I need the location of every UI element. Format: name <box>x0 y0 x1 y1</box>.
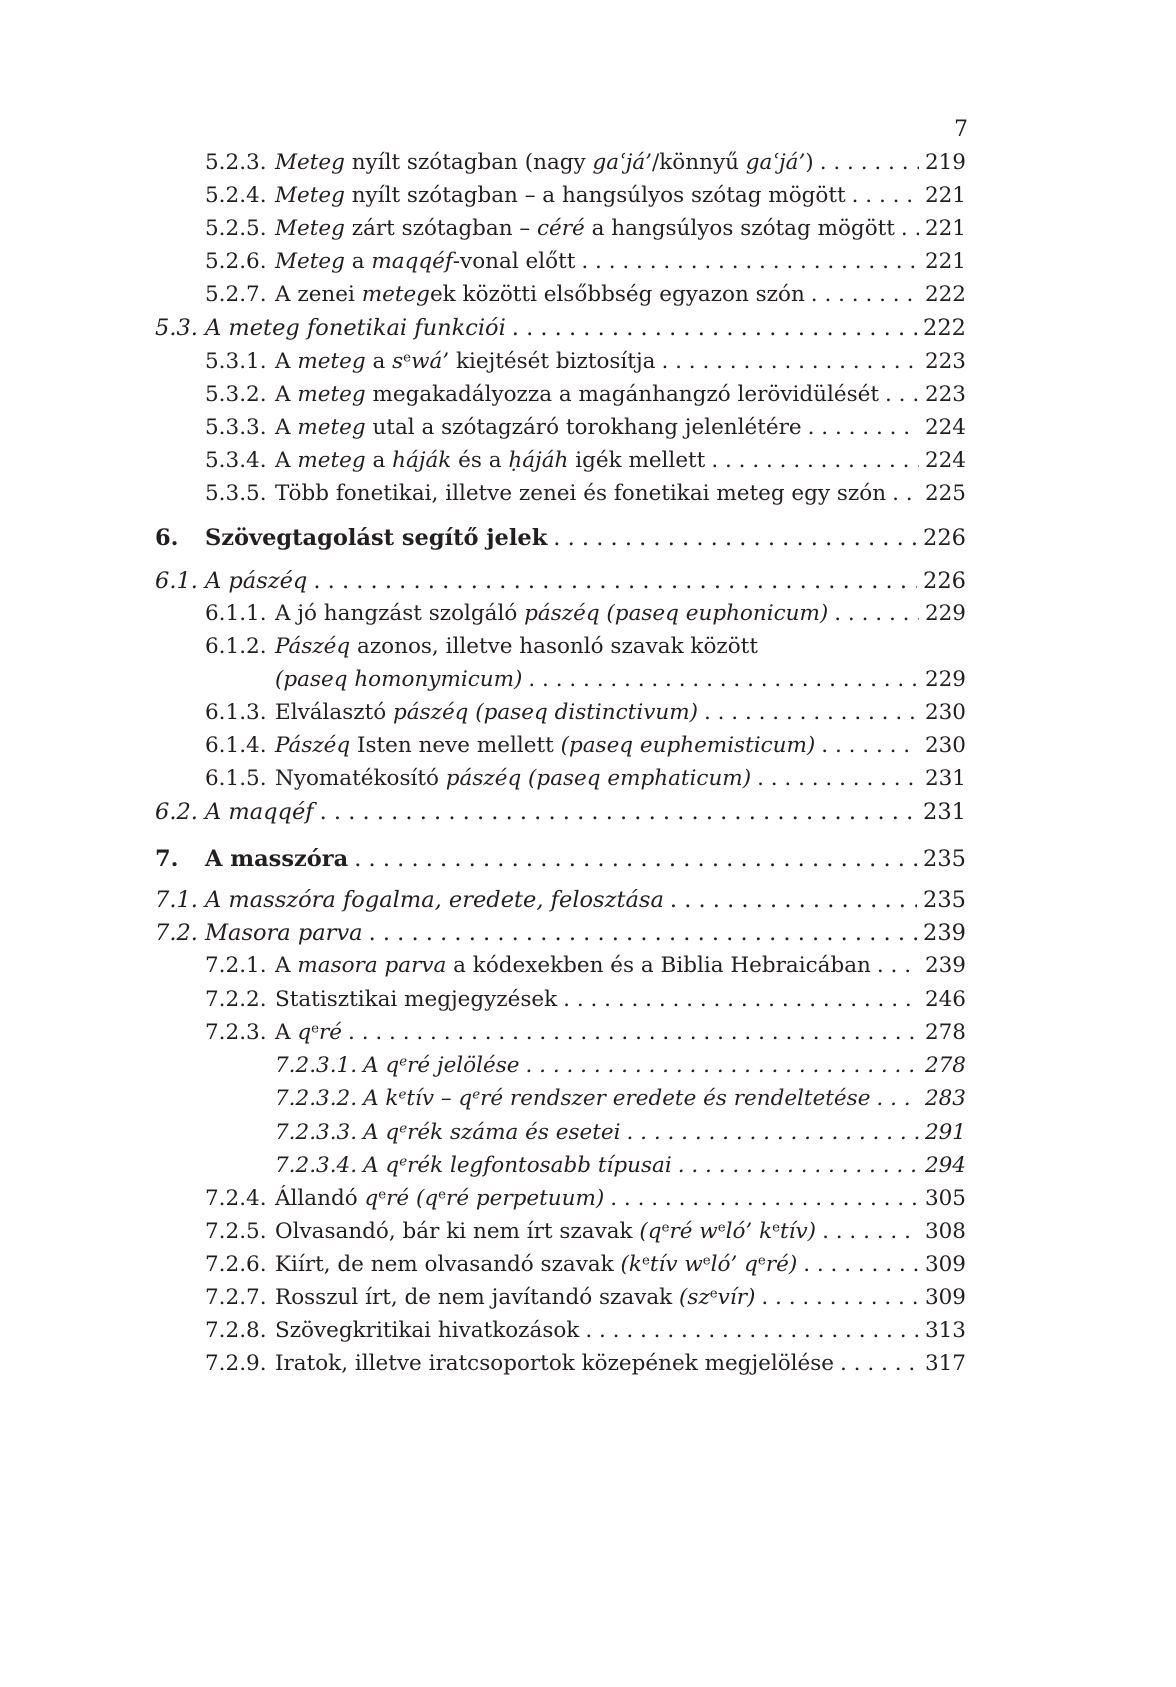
toc-entry-page: 235 <box>923 887 966 913</box>
toc-entry-page: 231 <box>924 766 966 791</box>
toc-entry-number: 6.2. <box>155 799 198 825</box>
toc-entry-page: 230 <box>924 733 966 758</box>
toc-entry-number: 5.3. <box>155 315 198 341</box>
toc-entry-number: 5.3.4. <box>205 448 267 473</box>
toc-entry[interactable] <box>205 378 966 412</box>
toc-entry[interactable] <box>155 842 966 876</box>
toc-entry-number: 7.2.8. <box>205 1318 267 1343</box>
toc-entry-page: 229 <box>924 667 966 692</box>
toc-dot-leader <box>369 916 917 950</box>
page-number: 7 <box>954 117 968 142</box>
toc-entry-page: 229 <box>924 601 966 626</box>
toc-entry-number: 5.2.4. <box>205 183 267 208</box>
toc-entry[interactable] <box>205 212 966 246</box>
toc-entry-number: 7.2.7. <box>205 1285 267 1310</box>
toc-entry[interactable] <box>205 1215 966 1249</box>
toc-entry[interactable] <box>205 345 966 379</box>
toc-entry-number: 7. <box>155 846 179 872</box>
toc-entry-page: 230 <box>924 700 966 725</box>
toc-entry-page: 239 <box>923 920 966 946</box>
toc-dot-leader <box>512 311 917 345</box>
toc-entry-number: 5.2.6. <box>205 249 267 274</box>
toc-entry-number: 7.2.9. <box>205 1351 267 1376</box>
toc-entry-title: A $q^erék$ legfontosabb típusai <box>363 1153 672 1178</box>
toc-entry-title: A $q^erék$ száma és esetei <box>363 1120 621 1145</box>
toc-entry[interactable] <box>155 883 966 917</box>
toc-dot-leader <box>803 1248 919 1282</box>
toc-entry-title: A masszóra <box>205 846 349 872</box>
toc-entry-page: 278 <box>924 1020 966 1045</box>
toc-entry-title: A meteg a $s^ewá$’ kiejtését biztosítja <box>275 349 656 374</box>
toc-entry-number: 7.2.6. <box>205 1252 267 1277</box>
toc-entry-number: 7.2.3. <box>205 1020 267 1045</box>
toc-entry[interactable] <box>275 1149 966 1183</box>
toc-entry[interactable] <box>205 1314 966 1348</box>
toc-dot-leader <box>626 1116 918 1150</box>
toc-entry-page: 313 <box>924 1318 966 1343</box>
toc-dot-leader <box>821 729 919 763</box>
toc-entry-number: 6. <box>155 525 179 551</box>
toc-entry-number: 6.1.1. <box>205 601 267 626</box>
toc-dot-leader <box>761 1281 919 1315</box>
toc-entry[interactable] <box>205 1347 966 1381</box>
toc-entry[interactable] <box>155 521 966 555</box>
toc-entry-title: Masora parva <box>205 920 363 946</box>
toc-entry-title: Elválasztó pászéq (paseq distinctivum) <box>275 700 698 725</box>
toc-dot-leader <box>834 597 919 631</box>
toc-entry-title: Pászéq Isten neve mellett (paseq euphemisticum) <box>275 733 816 758</box>
toc-entry-page: 226 <box>923 525 966 551</box>
toc-entry[interactable] <box>205 179 966 213</box>
toc-entry-number: 5.3.3. <box>205 415 267 440</box>
toc-entry-page: 221 <box>924 183 966 208</box>
toc-dot-leader <box>525 1049 918 1083</box>
toc-entry-title: Nyomatékosító pászéq (paseq emphaticum) <box>275 766 752 791</box>
toc-entry-page: 305 <box>924 1186 966 1211</box>
toc-entry-title: A meteg megakadályozza a magánhangzó lerövidülését <box>275 382 879 407</box>
toc-entry[interactable] <box>205 1016 966 1050</box>
toc-entry-title: A zenei metegek közötti elsőbbség egyazon szón <box>275 282 805 307</box>
toc-entry-title: (paseq homonymicum) <box>275 667 523 692</box>
toc-entry-number: 6.1.5. <box>205 766 267 791</box>
toc-entry[interactable] <box>205 597 966 631</box>
toc-entry[interactable] <box>205 630 966 664</box>
toc-entry-number: 7.2.2. <box>205 987 267 1012</box>
toc-entry-number: 5.3.2. <box>205 382 267 407</box>
toc-entry-number: 7.2.5. <box>205 1219 267 1244</box>
toc-dot-leader <box>757 762 919 796</box>
toc-dot-leader <box>885 378 919 412</box>
toc-entry-page: 309 <box>924 1285 966 1310</box>
toc-entry-number: 6.1.3. <box>205 700 267 725</box>
toc-entry-page: 223 <box>924 382 966 407</box>
toc-entry[interactable] <box>155 916 966 950</box>
toc-entry[interactable] <box>205 696 966 730</box>
toc-entry[interactable] <box>205 146 966 180</box>
toc-dot-leader <box>610 1182 919 1216</box>
toc-entry-page: 224 <box>924 415 966 440</box>
toc-dot-leader <box>808 411 919 445</box>
toc-entry[interactable] <box>205 1281 966 1315</box>
toc-entry-title: Statisztikai megjegyzések <box>275 987 558 1012</box>
toc-entry-title: A $k^etív$ – $q^eré$ rendszer eredete és rendeltetése <box>363 1086 871 1111</box>
toc-entry-page: 226 <box>923 568 966 594</box>
toc-entry-title: A jó hangzást szolgáló pászéq (paseq euphonicum) <box>275 601 829 626</box>
toc-dot-leader <box>670 883 917 917</box>
toc-entry-page: 283 <box>924 1086 966 1111</box>
toc-entry-page: 294 <box>924 1153 966 1178</box>
toc-entry[interactable] <box>205 1248 966 1282</box>
toc-entry[interactable] <box>275 663 966 697</box>
toc-entry-page: 231 <box>923 799 966 825</box>
toc-entry[interactable] <box>205 949 966 983</box>
toc-entry-page: 317 <box>924 1351 966 1376</box>
toc-entry-number: 7.2.3.4. <box>275 1153 358 1178</box>
toc-entry-page: 222 <box>923 315 966 341</box>
toc-entry-title: Szövegkritikai hivatkozások <box>275 1318 580 1343</box>
toc-entry-number: 6.1.2. <box>205 634 267 659</box>
toc-entry-page: 239 <box>924 953 966 978</box>
toc-entry-title: Iratok, illetve iratcsoportok közepének megjelölése <box>275 1351 835 1376</box>
toc-entry-number: 5.2.5. <box>205 216 267 241</box>
toc-entry-number: 7.2.1. <box>205 953 267 978</box>
toc-entry-title: A pászéq <box>205 568 308 594</box>
toc-entry-title: A $q^eré$ jelölése <box>363 1053 520 1078</box>
toc-entry-title: Pászéq azonos, illetve hasonló szavak között <box>275 634 758 659</box>
toc-entry-title: Kiírt, de nem olvasandó szavak ($k^etív$ $w^eló$’ $q^eré$) <box>275 1252 798 1277</box>
toc-entry-number: 5.2.3. <box>205 150 267 175</box>
toc-entry-title: A meteg a háják és a ḥájáh igék mellett <box>275 448 706 473</box>
toc-entry-title: A meteg fonetikai funkciói <box>205 315 506 341</box>
toc-entry-number: 7.2.3.1. <box>275 1053 358 1078</box>
toc-entry-title: Olvasandó, bár ki nem írt szavak ($q^eré$ $w^eló$’ $k^etív$) <box>275 1219 817 1244</box>
toc-entry-page: 219 <box>924 150 966 175</box>
toc-entry-number: 7.1. <box>155 887 198 913</box>
toc-entry-title: A maqqéf <box>205 799 314 825</box>
toc-dot-leader <box>820 146 919 180</box>
toc-entry[interactable] <box>205 1182 966 1216</box>
toc-dot-leader <box>876 1082 919 1116</box>
toc-entry-number: 6.1.4. <box>205 733 267 758</box>
toc-dot-leader <box>840 1347 919 1381</box>
toc-entry[interactable] <box>205 245 966 279</box>
toc-entry-title: Meteg zárt szótagban – céré a hangsúlyos szótag mögött <box>275 216 895 241</box>
toc-entry-page: 278 <box>924 1053 966 1078</box>
toc-entry-title: Meteg nyílt szótagban (nagy gaʿjá’/könnyű gaʿjá’) <box>275 150 814 175</box>
toc-dot-leader <box>892 477 919 511</box>
toc-dot-leader <box>901 212 919 246</box>
toc-entry[interactable] <box>275 1082 966 1116</box>
toc-entry-page: 246 <box>924 987 966 1012</box>
toc-entry-title: A $q^eré$ <box>275 1020 343 1045</box>
toc-entry-title: Több fonetikai, illetve zenei és fonetikai meteg egy szón <box>275 481 887 506</box>
toc-entry[interactable] <box>205 278 966 312</box>
toc-dot-leader <box>553 521 917 555</box>
toc-dot-leader <box>822 1215 919 1249</box>
toc-entry-number: 7.2.4. <box>205 1186 267 1211</box>
toc-entry[interactable] <box>205 729 966 763</box>
toc-entry-page: 309 <box>924 1252 966 1277</box>
toc-dot-leader <box>811 278 919 312</box>
toc-entry-page: 221 <box>924 216 966 241</box>
toc-dot-leader <box>581 245 919 279</box>
toc-entry[interactable] <box>205 477 966 511</box>
toc-entry-number: 7.2. <box>155 920 198 946</box>
toc-entry-page: 221 <box>924 249 966 274</box>
toc-dot-leader <box>877 949 919 983</box>
toc-entry-number: 7.2.3.2. <box>275 1086 358 1111</box>
toc-entry[interactable] <box>155 311 966 345</box>
toc-dot-leader <box>678 1149 919 1183</box>
toc-entry-page: 224 <box>924 448 966 473</box>
toc-entry[interactable] <box>275 1049 966 1083</box>
toc-dot-leader <box>528 663 919 697</box>
toc-dot-leader <box>313 564 917 598</box>
toc-entry-number: 5.3.5. <box>205 481 267 506</box>
toc-dot-leader <box>704 696 919 730</box>
toc-dot-leader <box>711 444 919 478</box>
toc-dot-leader <box>320 795 917 829</box>
toc-entry-page: 308 <box>924 1219 966 1244</box>
toc-entry-page: 235 <box>923 846 966 872</box>
toc-dot-leader <box>563 983 919 1017</box>
toc-dot-leader <box>661 345 919 379</box>
toc-entry[interactable] <box>205 444 966 478</box>
toc-entry-title: Állandó $q^eré$ ($q^eré$ perpetuum) <box>275 1186 605 1211</box>
toc-entry-number: 5.3.1. <box>205 349 267 374</box>
toc-entry-title: Meteg nyílt szótagban – a hangsúlyos szótag mögött <box>275 183 846 208</box>
toc-entry[interactable] <box>155 564 966 598</box>
toc-entry-title: A masszóra fogalma, eredete, felosztása <box>205 887 664 913</box>
toc-entry-page: 223 <box>924 349 966 374</box>
toc-dot-leader <box>852 179 919 213</box>
toc-dot-leader <box>354 842 917 876</box>
toc-entry[interactable] <box>205 762 966 796</box>
toc-entry-page: 291 <box>924 1120 966 1145</box>
toc-entry-number: 5.2.7. <box>205 282 267 307</box>
toc-entry-title: A masora parva a kódexekben és a Biblia Hebraicában <box>275 953 871 978</box>
toc-entry-title: Meteg a maqqéf-vonal előtt <box>275 249 576 274</box>
toc-entry-title: A meteg utal a szótagzáró torokhang jelenlétére <box>275 415 802 440</box>
toc-entry[interactable] <box>205 411 966 445</box>
toc-entry-page: 222 <box>924 282 966 307</box>
toc-dot-leader <box>348 1016 919 1050</box>
toc-entry-number: 7.2.3.3. <box>275 1120 358 1145</box>
toc-entry-title: Rosszul írt, de nem javítandó szavak $(sz^evír)$ <box>275 1285 756 1310</box>
toc-entry-page: 225 <box>924 481 966 506</box>
toc-entry[interactable] <box>275 1116 966 1150</box>
toc-entry-title: Szövegtagolást segítő jelek <box>205 525 548 551</box>
toc-entry-number: 6.1. <box>155 568 198 594</box>
toc-dot-leader <box>585 1314 919 1348</box>
toc-entry[interactable] <box>155 795 966 829</box>
toc-entry[interactable] <box>205 983 966 1017</box>
